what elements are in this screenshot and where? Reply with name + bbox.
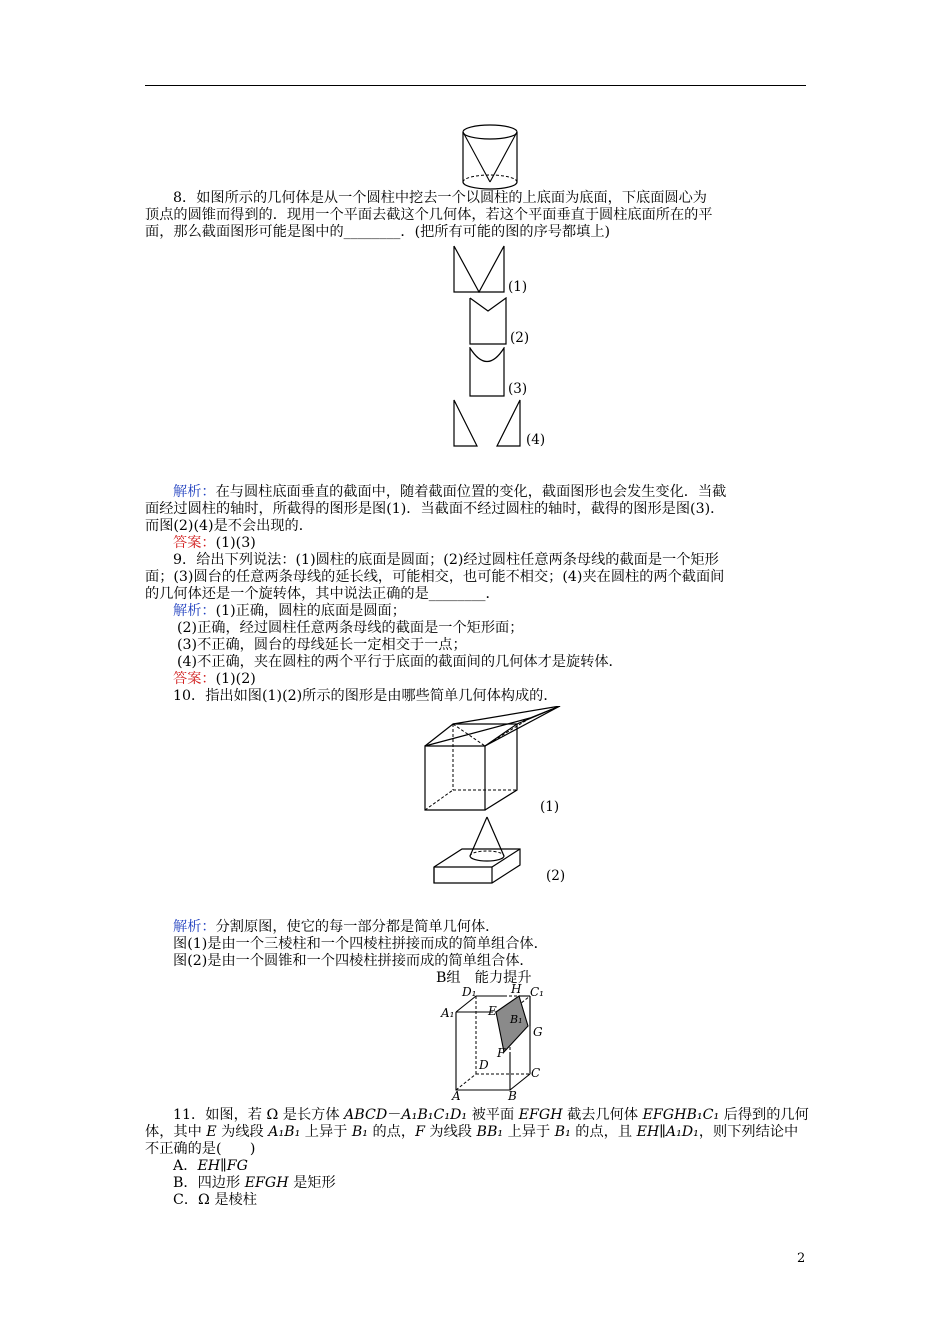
q8-analysis-line3: 而图(2)(4)是不会出现的． xyxy=(145,518,313,534)
q8-line3: 面，那么截面图形可能是图中的________．(把所有可能的图的序号都填上) xyxy=(145,224,611,240)
label-B: B xyxy=(508,1089,517,1103)
option4-label: (4) xyxy=(526,432,546,448)
q8-analysis-line2: 面经过圆柱的轴时，所截得的图形是图(1)．当截面不经过圆柱的轴时，截得的图形是图(3)． xyxy=(145,501,725,517)
q10-analysis-label: 解析： xyxy=(173,919,216,935)
q11-line3: 不正确的是( ) xyxy=(145,1141,256,1157)
q10-line1: 10．指出如图(1)(2)所示的图形是由哪些简单几何体构成的． xyxy=(173,688,558,704)
q8-line2: 顶点的圆锥而得到的．现用一个平面去截这个几何体，若这个平面垂直于圆柱底面所在的平 xyxy=(145,207,713,223)
label-B1: B₁ xyxy=(510,1013,523,1026)
q9-line1: 9．给出下列说法：(1)圆柱的底面是圆面；(2)经过圆柱任意两条母线的截面是一个矩形 xyxy=(173,552,719,568)
q11-option-a: A．EH∥FG xyxy=(173,1158,248,1174)
q10-analysis-line3: 图(2)是由一个圆锥和一个四棱柱拼接而成的简单组合体． xyxy=(173,953,534,969)
label-H: H xyxy=(511,982,522,996)
label-D1: D₁ xyxy=(462,985,477,999)
section-b-heading: B组 能力提升 xyxy=(436,970,532,986)
q11-line2: 体，其中 E 为线段 A₁B₁ 上异于 B₁ 的点，F 为线段 BB₁ 上异于 B₁ 的点，且 EH∥A₁D₁，则下列结论中 xyxy=(145,1124,799,1140)
option1-figure xyxy=(453,245,505,293)
q11-option-b: B．四边形 EFGH 是矩形 xyxy=(173,1175,336,1191)
label-A: A xyxy=(452,1089,461,1103)
header-rule xyxy=(145,85,806,86)
q10-figure2 xyxy=(430,815,540,885)
q8-answer: 答案：(1)(3) xyxy=(173,535,256,551)
q10-figure1-label: (1) xyxy=(540,799,560,815)
q9-analysis-line4: (4)不正确，夹在圆柱的两个平行于底面的截面间的几何体才是旋转体． xyxy=(177,654,623,670)
label-A1: A₁ xyxy=(441,1006,455,1020)
option4-figure xyxy=(453,399,523,447)
q9-analysis-line1: 解析：(1)正确，圆柱的底面是圆面； xyxy=(173,603,406,619)
label-F: F xyxy=(497,1046,506,1060)
q9-answer: 答案：(1)(2) xyxy=(173,671,256,687)
option3-figure xyxy=(469,347,505,397)
q9-line3: 的几何体还是一个旋转体，其中说法正确的是________． xyxy=(145,586,500,602)
q10-analysis-line2: 图(1)是由一个三棱柱和一个四棱柱拼接而成的简单组合体． xyxy=(173,936,548,952)
label-D: D xyxy=(479,1058,489,1072)
option2-label: (2) xyxy=(510,330,530,346)
label-C1: C₁ xyxy=(530,985,544,999)
q10-analysis-line1: 解析：分割原图，使它的每一部分都是简单几何体． xyxy=(173,919,500,935)
q10-figure2-label: (2) xyxy=(546,868,566,884)
q11-option-c: C．Ω 是棱柱 xyxy=(173,1192,257,1208)
option3-label: (3) xyxy=(508,381,528,397)
q8-analysis-line1: 解析：在与圆柱底面垂直的截面中，随着截面位置的变化，截面图形也会发生变化．当截 xyxy=(173,484,727,500)
q9-analysis-line3: (3)不正确，圆台的母线延长一定相交于一点； xyxy=(177,637,467,653)
label-E: E xyxy=(488,1004,497,1018)
q9-analysis-label: 解析： xyxy=(173,603,216,619)
label-G: G xyxy=(533,1025,543,1039)
q9-line2: 面；(3)圆台的任意两条母线的延长线，可能相交，也可能不相交；(4)夹在圆柱的两个截面间 xyxy=(145,569,725,585)
option1-label: (1) xyxy=(508,279,528,295)
option2-figure xyxy=(469,297,507,345)
q9-answer-label: 答案： xyxy=(173,671,216,687)
cylinder-cone-figure xyxy=(458,122,522,192)
label-C: C xyxy=(531,1066,541,1080)
q9-analysis-line2: (2)正确，经过圆柱任意两条母线的截面是一个矩形面； xyxy=(177,620,524,636)
q8-line1: 8．如图所示的几何体是从一个圆柱中挖去一个以圆柱的上底面为底面，下底面圆心为 xyxy=(173,190,707,206)
q8-analysis-label: 解析： xyxy=(173,484,216,500)
q11-line1: 11．如图，若 Ω 是长方体 ABCD－A₁B₁C₁D₁ 被平面 EFGH 截去几何体 EFGHB₁C₁ 后得到的几何 xyxy=(173,1107,809,1123)
q8-answer-label: 答案： xyxy=(173,535,216,551)
page-number: 2 xyxy=(797,1251,806,1266)
